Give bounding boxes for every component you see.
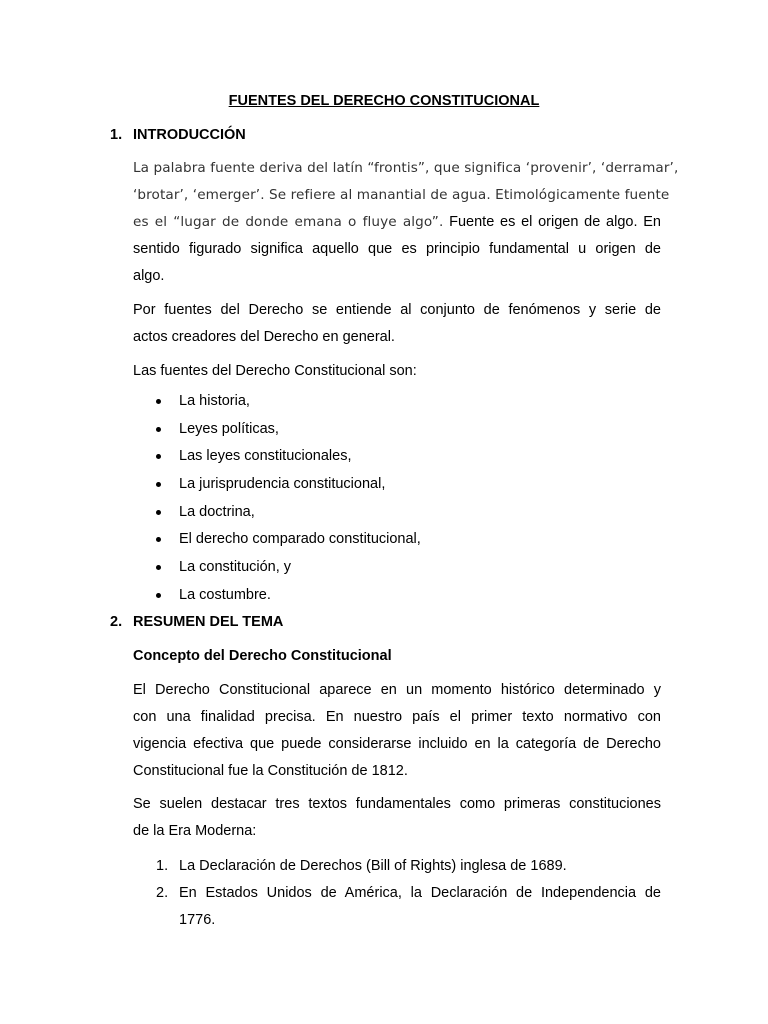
section-1-number: 1. <box>110 127 123 143</box>
concept-line-3: vigencia efectiva que puede considerarse incluido en la categoría de Derecho <box>133 736 661 752</box>
list-item <box>133 392 661 420</box>
intro-line-3-quote: es el “lugar de donde emana o fluye algo”. <box>133 214 444 230</box>
modern-constitutions-paragraph <box>133 791 661 845</box>
list-item <box>133 530 661 558</box>
intro-line-4: sentido figurado significa aquello que es principio fundamental u origen de <box>133 241 661 257</box>
section-1-title: INTRODUCCIÓN <box>133 127 246 143</box>
list-item-text: Las leyes constitucionales, <box>179 448 352 465</box>
list-item-text: La costumbre. <box>179 586 271 603</box>
list-item <box>133 558 661 586</box>
bullet-icon <box>156 482 161 487</box>
document-title: FUENTES DEL DERECHO CONSTITUCIONAL <box>228 93 540 109</box>
list-item-text: La jurisprudencia constitucional, <box>179 476 386 493</box>
list-item-text: En Estados Unidos de América, la Declaración de Independencia de <box>179 885 661 901</box>
modern-line-1: Se suelen destacar tres textos fundamentales como primeras constituciones <box>133 796 661 812</box>
intro-line-2: ‘brotar’, ‘emerger’. Se refiere al manantial de agua. Etimológicamente fuente <box>133 187 670 203</box>
list-item <box>133 447 661 475</box>
intro-line-3 <box>133 209 661 236</box>
intro-line-1: La palabra fuente deriva del latín “frontis”, que significa ‘provenir’, ‘derramar’, <box>133 160 679 176</box>
list-item-text: La Declaración de Derechos (Bill of Rights) inglesa de 1689. <box>179 858 567 874</box>
list-item <box>133 503 661 531</box>
sources-line-1: Por fuentes del Derecho se entiende al conjunto de fenómenos y serie de <box>133 302 661 318</box>
list-item-text: La historia, <box>179 393 250 409</box>
list-item <box>133 475 661 503</box>
list-item <box>133 880 661 934</box>
sources-list-intro <box>133 358 661 385</box>
intro-paragraph <box>133 155 679 290</box>
list-item-text-continued: 1776. <box>179 912 216 928</box>
concept-line-2: con una finalidad precisa. En nuestro país el primer texto normativo con <box>133 709 661 725</box>
section-2-heading <box>110 613 283 631</box>
list-item-text: El derecho comparado constitucional, <box>179 531 421 548</box>
list-item <box>133 586 661 614</box>
concept-line-1: El Derecho Constitucional aparece en un momento histórico determinado y <box>133 682 661 698</box>
bullet-icon <box>156 510 161 515</box>
list-item-number: 2. <box>156 885 169 901</box>
bullet-icon <box>156 565 161 570</box>
sources-definition-paragraph <box>133 297 661 351</box>
sources-bullet-list <box>133 392 661 614</box>
bullet-icon <box>156 454 161 459</box>
constitutions-numbered-list <box>133 853 661 934</box>
sources-list-intro-text: Las fuentes del Derecho Constitucional son: <box>133 363 417 379</box>
section-1-heading <box>110 126 246 144</box>
list-item-text: La constitución, y <box>179 559 292 576</box>
list-item-text: La doctrina, <box>179 503 255 520</box>
sources-line-2: actos creadores del Derecho en general. <box>133 329 395 345</box>
bullet-icon <box>156 593 161 598</box>
list-item <box>133 420 661 448</box>
list-item <box>133 853 661 880</box>
list-item-number: 1. <box>156 858 169 874</box>
section-2-number: 2. <box>110 614 123 630</box>
modern-line-2: de la Era Moderna: <box>133 823 257 839</box>
bullet-icon <box>156 537 161 542</box>
section-2-title: RESUMEN DEL TEMA <box>133 614 284 630</box>
intro-line-5: algo. <box>133 268 165 284</box>
intro-line-3-rest: Fuente es el origen de algo. En <box>443 214 661 230</box>
list-item-text: Leyes políticas, <box>179 420 279 437</box>
concept-subheading: Concepto del Derecho Constitucional <box>133 648 392 664</box>
bullet-icon <box>156 399 161 404</box>
bullet-icon <box>156 427 161 432</box>
concept-paragraph <box>133 677 661 785</box>
concept-line-4: Constitucional fue la Constitución de 1812. <box>133 763 408 779</box>
